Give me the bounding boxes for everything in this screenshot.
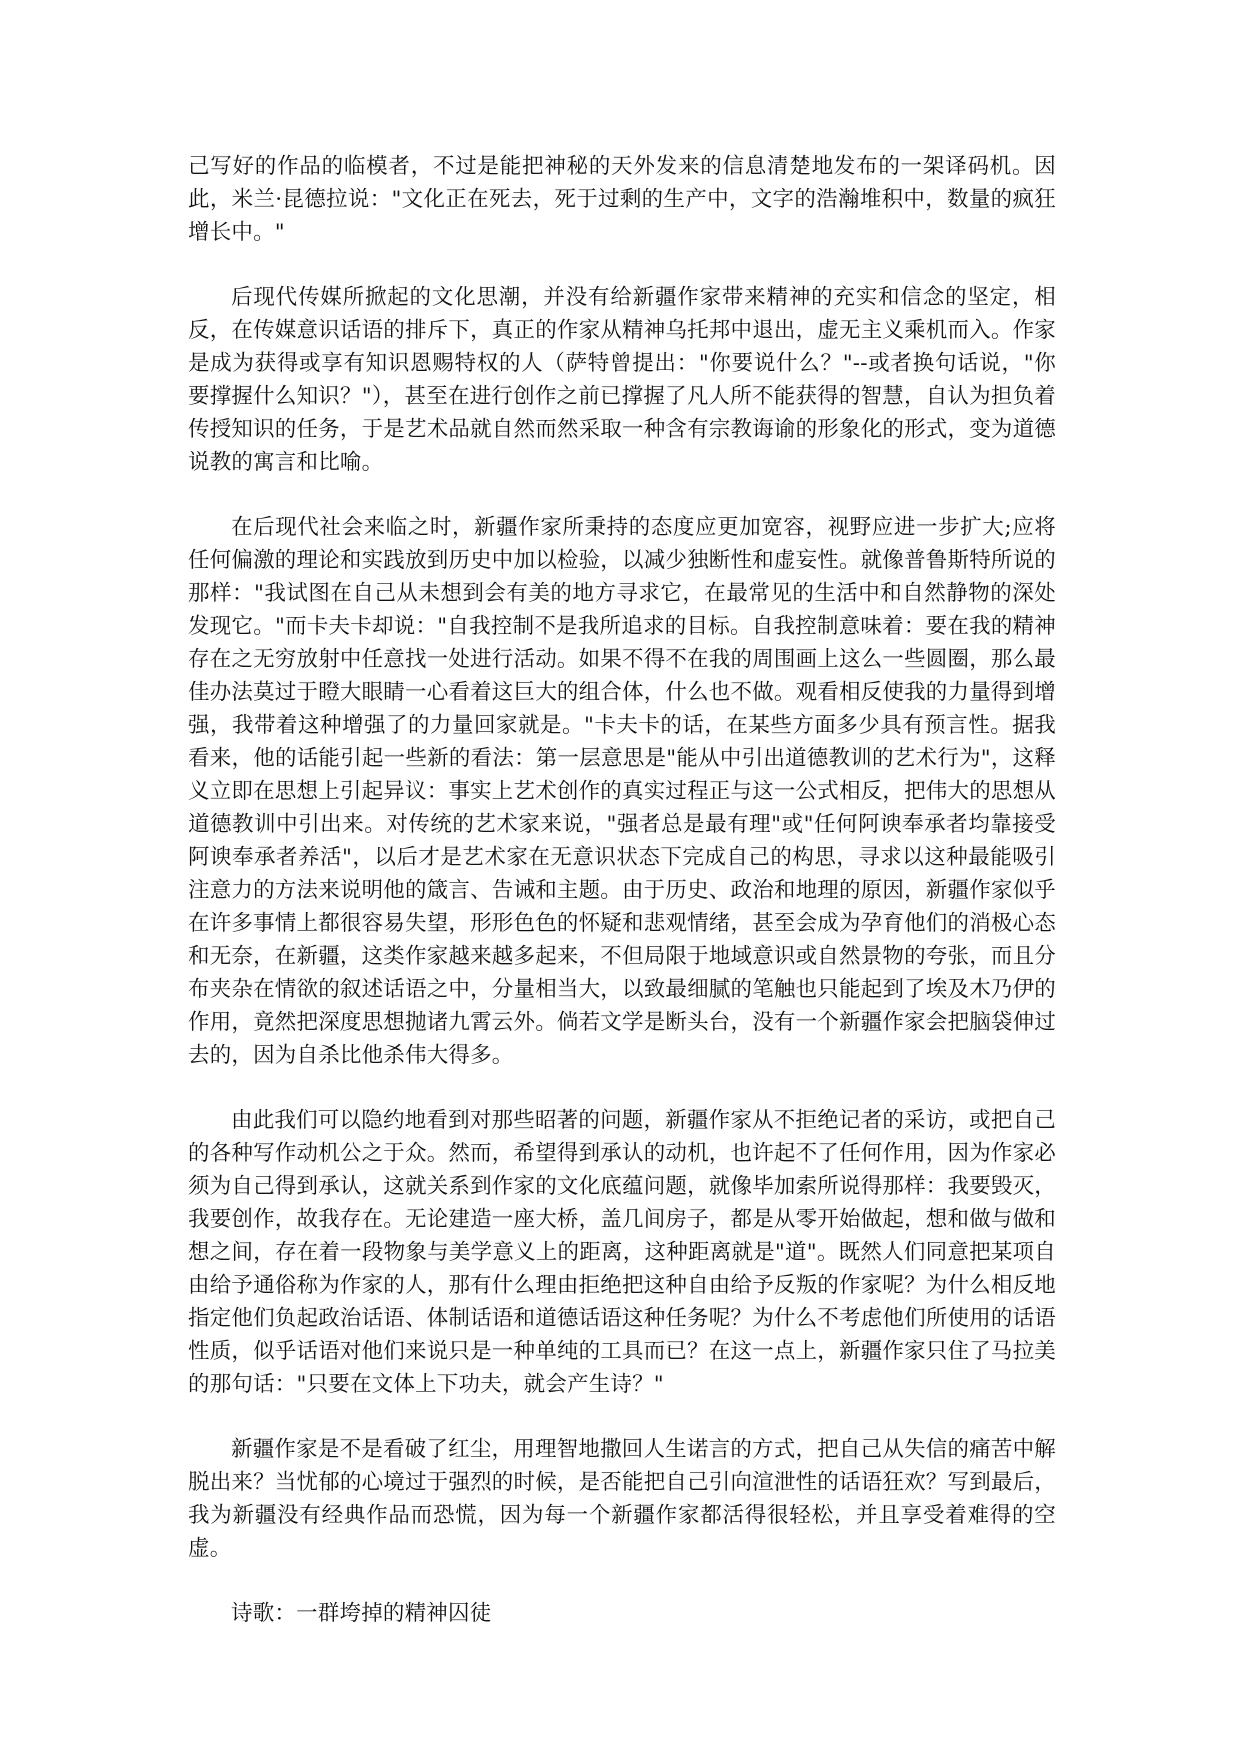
section-heading: 诗歌：一群垮掉的精神囚徒 <box>231 1601 492 1626</box>
paragraph-4: 由此我们可以隐约地看到对那些昭著的问题，新疆作家从不拒绝记者的采访，或把自己的各种写作动机公之于众。然而，希望得到承认的动机，也许起不了任何作用，因为作家必须为自己得到承认，这就关系到作家的文化底蕴问题，就像毕加索所说得那样：我要毁灭，我要创作，故我存在。无论建造一座大桥，盖几间房子，都是从零开始做起，想和做与做和想之间，存在着一段物象与美学意义上的距离，这种距离就是"道"。既然人们同意把某项自由给予通俗称为作家的人，那有什么理由拒绝把这种自由给予反叛的作家呢？为什么相反地指定他们负起政治话语、体制话语和道德话语这种任务呢？为什么不考虑他们所使用的话语性质，似乎话语对他们来说只是一种单纯的工具而已？在这一点上，新疆作家只住了马拉美的那句话："只要在文体上下功夫，就会产生诗？" <box>188 1108 1057 1397</box>
paragraph-1: 己写好的作品的临模者，不过是能把神秘的天外发来的信息清楚地发布的一架译码机。因此，米兰·昆德拉说："文化正在死去，死于过剩的生产中，文字的浩瀚堆积中，数量的疯狂增长中。" <box>188 154 1056 245</box>
paragraph-2: 后现代传媒所掀起的文化思潮，并没有给新疆作家带来精神的充实和信念的坚定，相反，在传媒意识话语的排斥下，真正的作家从精神乌托邦中退出，虚无主义乘机而入。作家是成为获得或享有知识恩赐特权的人（萨特曾提出："你要说什么？"--或者换句话说，"你要撑握什么知识？"），甚至在进行创作之前已撑握了凡人所不能获得的智慧，自认为担负着传授知识的任务，于是艺术品就自然而然采取一种含有宗教诲谕的形象化的形式，变为道德说教的寓言和比喻。 <box>188 285 1057 475</box>
paragraph-3: 在后现代社会来临之时，新疆作家所秉持的态度应更加宽容，视野应进一步扩大;应将任何偏激的理论和实践放到历史中加以检验，以减少独断性和虚妄性。就像普鲁斯特所说的那样："我试图在自己从未想到会有美的地方寻求它，在最常见的生活中和自然静物的深处发现它。"而卡夫卡却说："自我控制不是我所追求的目标。自我控制意味着：要在我的精神存在之无穷放射中任意找一处进行活动。如果不得不在我的周围画上这么一些圆圈，那么最佳办法莫过于瞪大眼睛一心看着这巨大的组合体，什么也不做。观看相反使我的力量得到增强，我带着这种增强了的力量回家就是。"卡夫卡的话，在某些方面多少具有预言性。据我看来，他的话能引起一些新的看法：第一层意思是"能从中引出道德教训的艺术行为"，这释义立即在思想上引起异议：事实上艺术创作的真实过程正与这一公式相反，把伟大的思想从道德教训中引出来。对传统的艺术家来说，"强者总是最有理"或"任何阿谀奉承者均靠接受阿谀奉承者养活"，以后才是艺术家在无意识状态下完成自己的构思，寻求以这种最能吸引注意力的方法来说明他的箴言、告诫和主题。由于历史、政治和地理的原因，新疆作家似乎在许多事情上都很容易失望，形形色色的怀疑和悲观情绪，甚至会成为孕育他们的消极心态和无奈，在新疆，这类作家越来越多起来，不但局限于地域意识或自然景物的夸张，而且分布夹杂在情欲的叙述话语之中，分量相当大，以致最细腻的笔触也只能起到了埃及木乃伊的作用，竟然把深度思想抛诸九霄云外。倘若文学是断头台，没有一个新疆作家会把脑袋伸过去的，因为自杀比他杀伟大得多。 <box>188 515 1057 1068</box>
paragraph-5: 新疆作家是不是看破了红尘，用理智地撒回人生诺言的方式，把自己从失信的痛苦中解脱出来？当忧郁的心境过于强烈的时候，是否能把自己引向渲泄性的话语狂欢？写到最后，我为新疆没有经典作品而恐慌，因为每一个新疆作家都活得很轻松，并且享受着难得的空虚。 <box>188 1437 1057 1561</box>
document-page <box>188 150 1056 1630</box>
